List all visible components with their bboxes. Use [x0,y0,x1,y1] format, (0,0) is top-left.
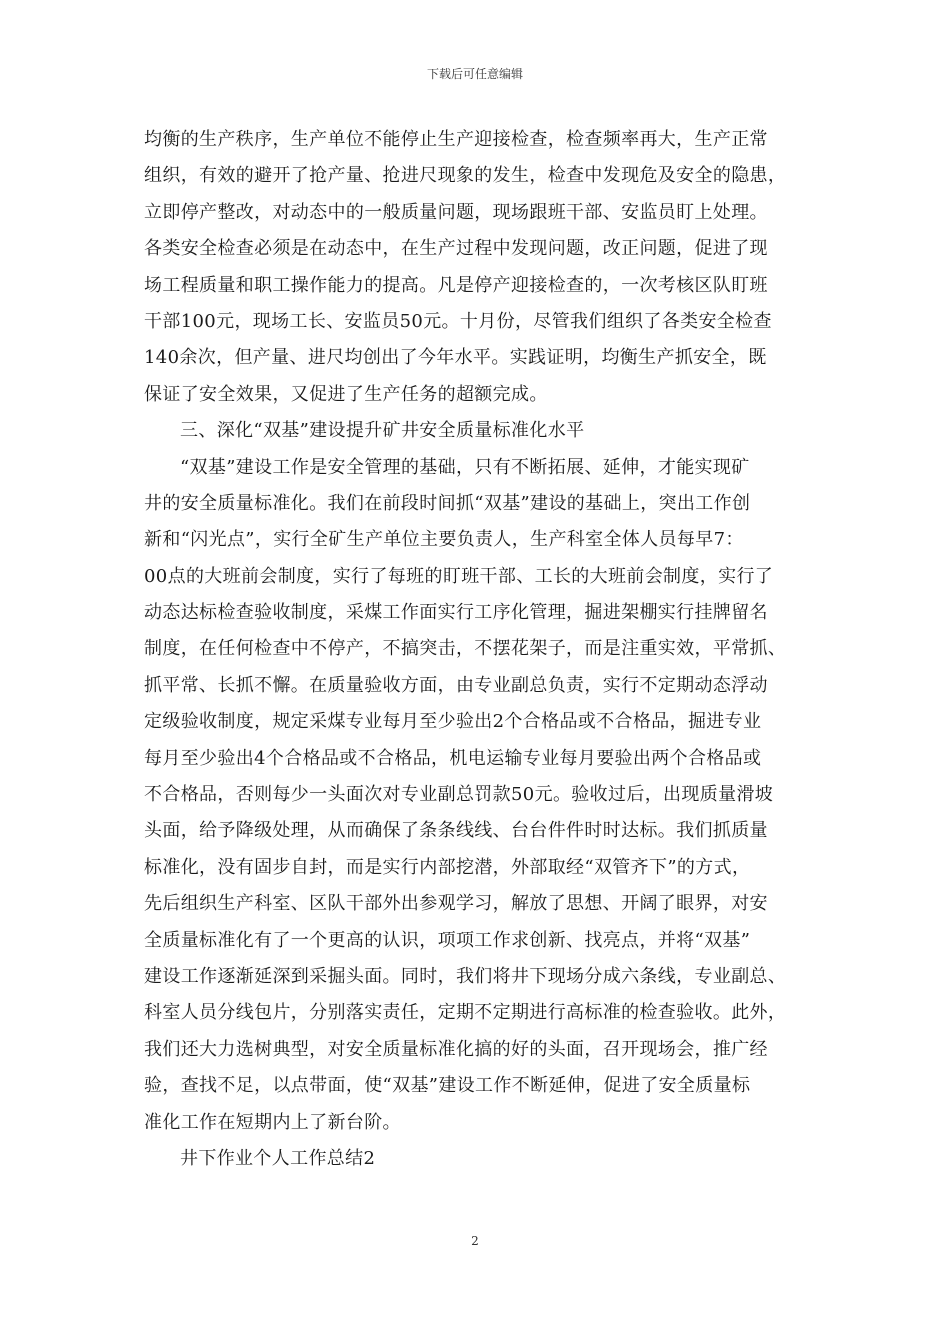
text-line: 准化工作在短期内上了新台阶。 [144,1111,401,1133]
text-line: 场工程质量和职工操作能力的提高。凡是停产迎接检查的，一次考核区队盯班 [144,274,768,296]
text-line: 制度，在任何检查中不停产，不搞突击，不摆花架子，而是注重实效，平常抓、 [144,638,787,660]
text-line: 组织，有效的避开了抢产量、抢进尺现象的发生，检查中发现危及安全的隐患， [144,165,787,187]
text-line: 保证了安全效果，又促进了生产任务的超额完成。 [144,383,548,405]
page-header: 下载后可任意编辑 [426,67,523,81]
text-line: 三、深化“双基”建设提升矿井安全质量标准化水平 [180,420,585,442]
text-line: 定级验收制度，规定采煤专业每月至少验出2个合格品或不合格品，掘进专业 [144,711,762,733]
page-number: 2 [471,1234,479,1248]
text-line: 新和“闪光点”，实行全矿生产单位主要负责人，生产科室全体人员每早7： [144,529,744,551]
text-line: 井下作业个人工作总结2 [180,1147,376,1169]
text-line: 不合格品，否则每少一头面次对专业副总罚款50元。验收过后，出现质量滑坡 [144,784,774,806]
text-line: 头面，给予降级处理，从而确保了条条线线、台台件件时时达标。我们抓质量 [144,820,768,842]
text-line: 立即停产整改，对动态中的一般质量问题，现场跟班干部、安监员盯上处理。 [144,201,768,223]
text-line: 先后组织生产科室、区队干部外出参观学习，解放了思想、开阔了眼界，对安 [144,893,768,915]
text-line: 每月至少验出4个合格品或不合格品，机电运输专业每月要验出两个合格品或 [144,747,762,769]
text-line: 验，查找不足，以点带面，使“双基”建设工作不断延伸，促进了安全质量标 [144,1075,751,1097]
text-line: 00点的大班前会制度，实行了每班的盯班干部、工长的大班前会制度，实行了 [144,565,774,587]
document-body [144,122,806,1177]
text-line: 全质量标准化有了一个更高的认识，项项工作求创新、找亮点，并将“双基” [144,929,751,951]
text-line: 各类安全检查必须是在动态中，在生产过程中发现问题，改正问题，促进了现 [144,238,768,260]
text-line: 均衡的生产秩序，生产单位不能停止生产迎接检查，检查频率再大，生产正常 [144,129,768,150]
text-line: 动态达标检查验收制度，采煤工作面实行工序化管理，掘进架棚实行挂牌留名 [144,602,768,624]
text-line: 抓平常、长抓不懈。在质量验收方面，由专业副总负责，实行不定期动态浮动 [144,674,768,696]
text-line: 我们还大力选树典型，对安全质量标准化搞的好的头面，召开现场会，推广经 [144,1038,768,1060]
text-line: 建设工作逐渐延深到采掘头面。同时，我们将井下现场分成六条线，专业副总、 [144,965,787,987]
text-line: 干部100元，现场工长、安监员50元。十月份，尽管我们组织了各类安全检查 [144,310,772,332]
text-line: 井的安全质量标准化。我们在前段时间抓“双基”建设的基础上，突出工作创 [144,492,751,514]
text-line: 140余次，但产量、进尺均创出了今年水平。实践证明，均衡生产抓安全，既 [144,347,767,369]
text-line: 标准化，没有固步自封，而是实行内部挖潜，外部取经“双管齐下”的方式， [144,856,751,878]
text-line: 科室人员分线包片，分别落实责任，定期不定期进行高标准的检查验收。此外， [144,1002,787,1024]
text-line: “双基”建设工作是安全管理的基础，只有不断拓展、延伸，才能实现矿 [180,456,750,478]
